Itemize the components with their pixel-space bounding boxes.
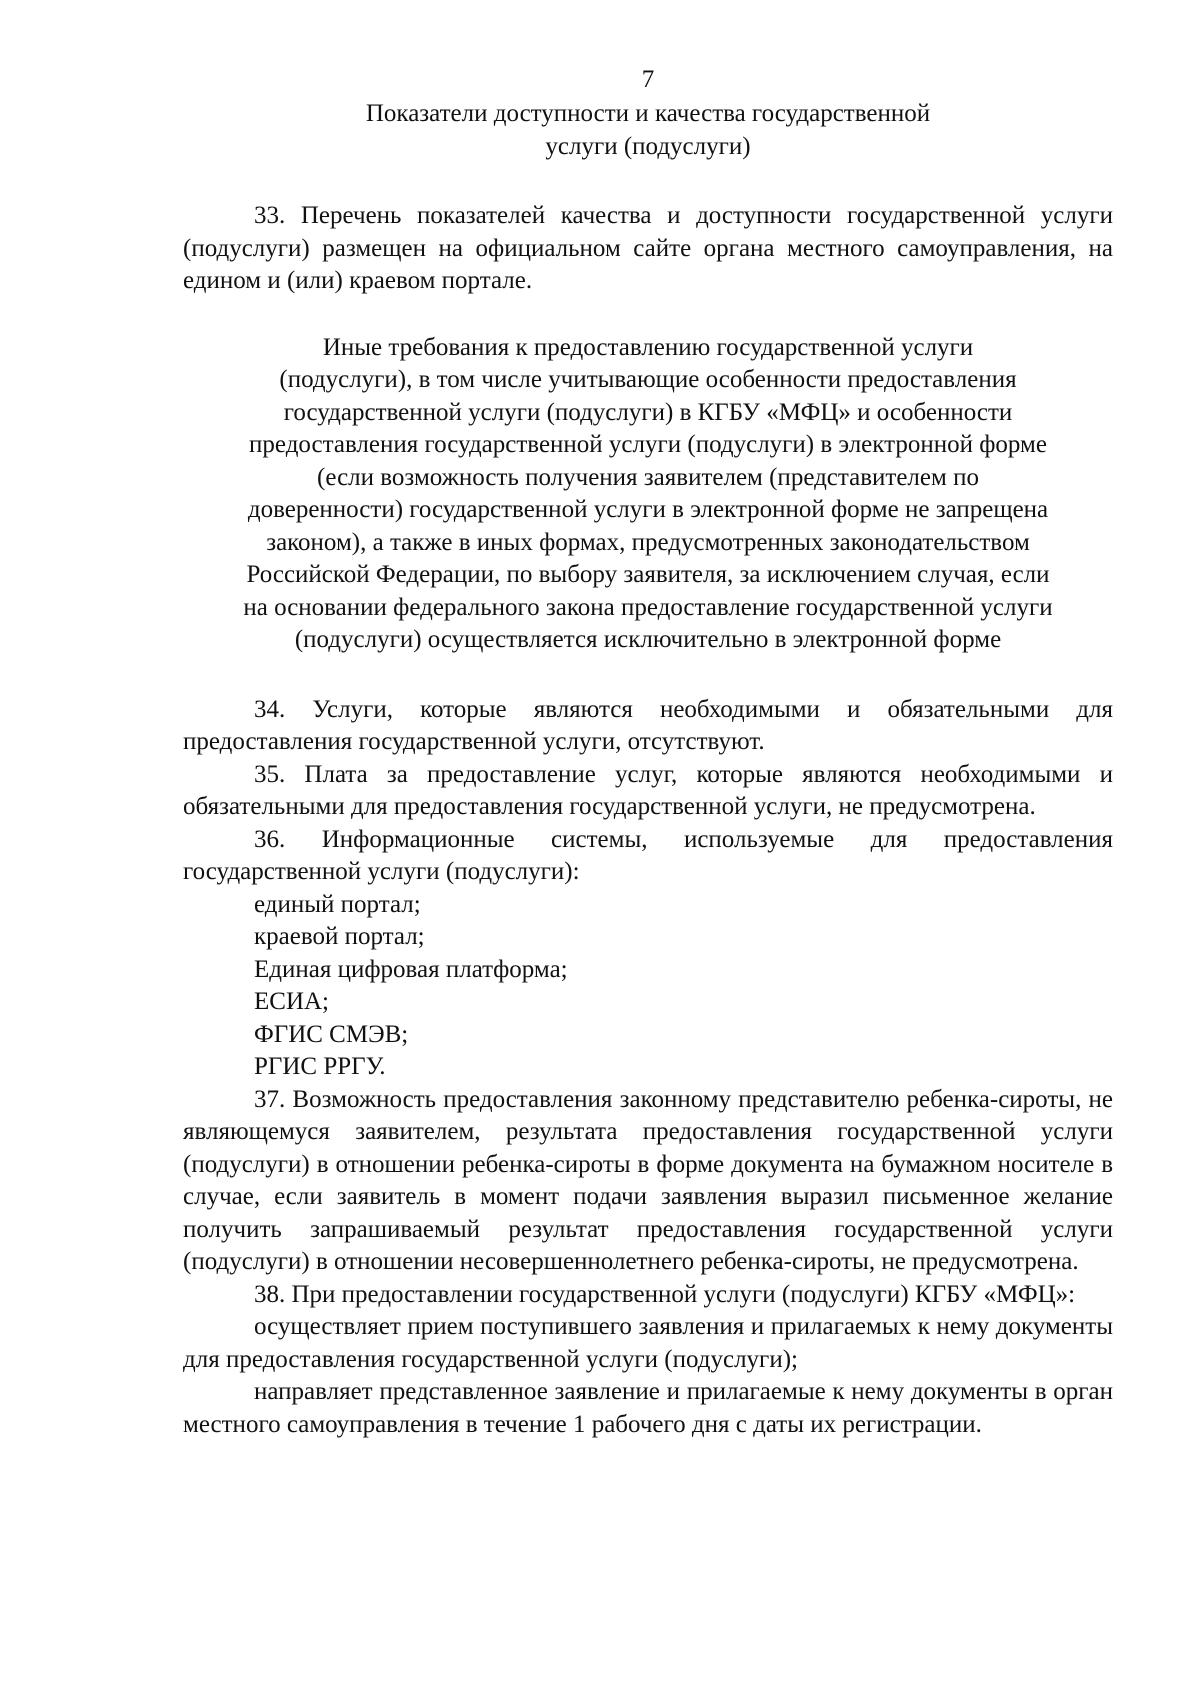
heading-line: законом), а также в иных формах, предусмотренных законодательством [266,528,1030,556]
heading-line: (если возможность получения заявителем (представителем по [317,463,979,491]
heading-line: (подуслуги) осуществляется исключительно в электронной форме [294,626,1002,653]
list-item: Единая цифровая платформа; [254,955,568,983]
page-content [183,64,1113,1441]
list-item: единый портал; [254,890,421,918]
information-systems-list [183,889,1113,1084]
heading-line: на основании федерального закона предоставление государственной услуги [243,593,1053,621]
list-item: краевой портал; [254,923,425,950]
paragraph-36: 36. Информационные системы, используемые для предоставления государственной услуги (подуслуги): [183,825,1113,885]
heading-line: Российской Федерации, по выбору заявителя, за исключением случая, если [246,561,1050,588]
heading-line: Иные требования к предоставлению государственной услуги [322,333,974,361]
heading-line: государственной услуги (подуслуги) в КГБУ «МФЦ» и особенности [283,398,1013,426]
list-item: ЕСИА; [254,988,329,1015]
paragraph-38: 38. При предоставлении государственной услуги (подуслуги) КГБУ «МФЦ»: [254,1280,1076,1308]
paragraph-33: 33. Перечень показателей качества и доступности государственной услуги (подуслуги) размещен на официальном сайте органа местного самоуправления, на едином и (или) краевом портале. [183,202,1113,294]
heading-line: доверенности) государственной услуги в электронной форме не запрещена [247,496,1049,523]
paragraph-37: 37. Возможность предоставления законному представителю ребенка-сироты, не являющемуся заявителем, результата предоставления государственной услуги (подуслуги) в отношении ребенка-сироты в форме документа на бумажном носителе в случае, если заявитель в момент подачи заявления выразил письменное желание получить запрашиваемый результат предоставления государственной услуги (подуслуги) в отношении несовершеннолетнего ребенка-сироты, не предусмотрена. [183,1085,1113,1275]
paragraph-35: 35. Плата за предоставление услуг, которые являются необходимыми и обязательными для предоставления государственной услуги, не предусмотрена. [183,760,1113,820]
paragraph-38-forwarding: направляет представленное заявление и прилагаемые к нему документы в орган местного самоуправления в течение 1 рабочего дня с даты их регистрации. [183,1378,1113,1438]
paragraph-34: 34. Услуги, которые являются необходимыми и обязательными для предоставления государственной услуги, отсутствуют. [183,695,1113,755]
heading-line: (подуслуги), в том числе учитывающие особенности предоставления [279,366,1017,393]
list-item: РГИС РРГУ. [254,1053,386,1080]
spacer [183,657,1113,694]
spacer [183,298,1113,332]
list-item: ФГИС СМЭВ; [254,1020,409,1048]
section-heading-other-requirements [183,332,1113,657]
heading-line: предоставления государственной услуги (подуслуги) в электронной форме [249,431,1047,458]
paragraph-38-reception: осуществляет прием поступившего заявления и прилагаемых к нему документы для предоставления государственной услуги (подуслуги); [183,1313,1113,1373]
spacer [183,163,1113,200]
heading-line: услуги (подуслуги) [545,132,751,160]
heading-line: Показатели доступности и качества государственной [365,100,931,127]
section-heading-availability [183,98,1113,163]
page-number: 7 [641,66,655,93]
